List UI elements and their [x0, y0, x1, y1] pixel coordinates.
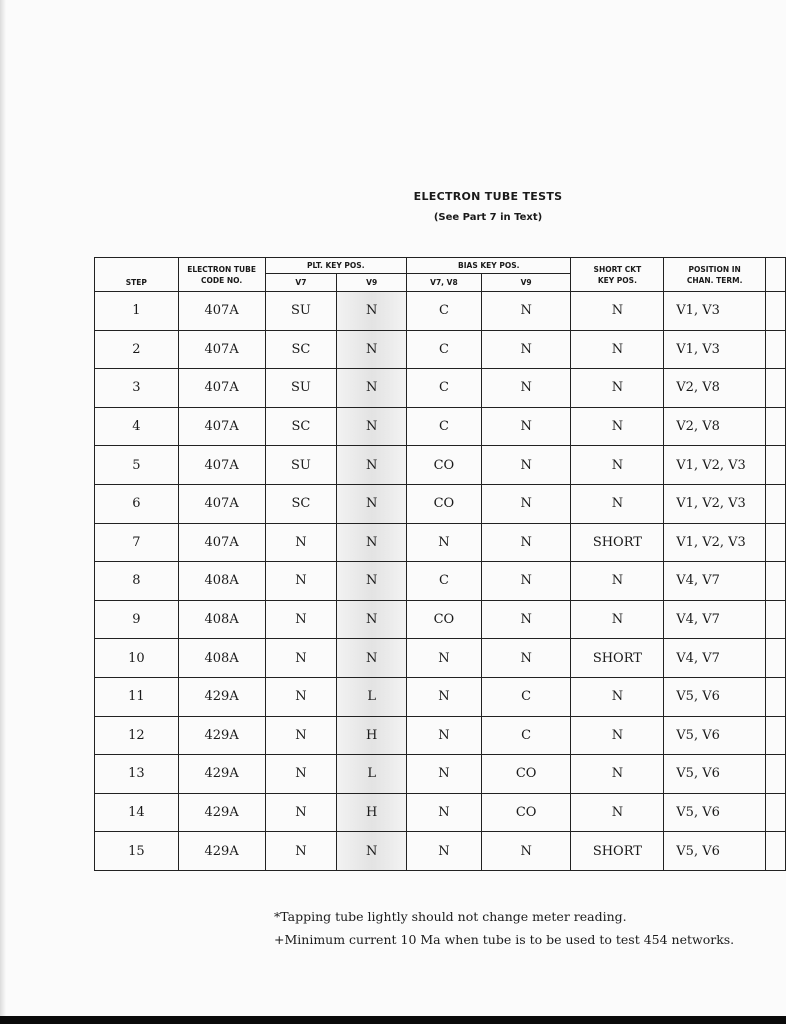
table-row: [95, 639, 786, 678]
cell-tube-code: 429A: [178, 716, 265, 755]
cell-cut: [766, 755, 786, 794]
cell-cut: [766, 677, 786, 716]
cell-bias-v7v8: CO: [407, 446, 482, 485]
cell-bias-v7v8: CO: [407, 484, 482, 523]
cell-short-ckt: N: [571, 330, 664, 369]
header-position: POSITION IN CHAN. TERM.: [664, 258, 766, 292]
tube-tests-table: [94, 257, 786, 871]
cell-plt-v7: N: [265, 755, 337, 794]
cell-bias-v9: N: [481, 330, 571, 369]
table-row: [95, 407, 786, 446]
cell-bias-v9: N: [481, 292, 571, 331]
cell-position: V5, V6: [664, 677, 766, 716]
cell-plt-v7: SC: [265, 407, 337, 446]
cell-bias-v9: N: [481, 639, 571, 678]
cell-tube-code: 407A: [178, 330, 265, 369]
page-edge-shadow: [0, 0, 6, 1024]
cell-plt-v7: N: [265, 523, 337, 562]
cell-step: 1: [95, 292, 179, 331]
cell-short-ckt: N: [571, 600, 664, 639]
cell-short-ckt: SHORT: [571, 639, 664, 678]
cell-cut: [766, 330, 786, 369]
table-row: [95, 523, 786, 562]
header-bias-v7v8: V7, V8: [407, 274, 482, 292]
cell-short-ckt: N: [571, 755, 664, 794]
cell-position: V5, V6: [664, 832, 766, 871]
cell-plt-v7: SU: [265, 292, 337, 331]
page-title: ELECTRON TUBE TESTS: [413, 190, 563, 203]
cell-step: 8: [95, 562, 179, 601]
cell-plt-v9: N: [337, 407, 407, 446]
cell-plt-v7: N: [265, 677, 337, 716]
cell-cut: [766, 292, 786, 331]
header-plt-key-pos: PLT. KEY POS.: [265, 258, 407, 274]
cell-bias-v7v8: C: [407, 369, 482, 408]
cell-bias-v9: N: [481, 446, 571, 485]
cell-bias-v9: CO: [481, 755, 571, 794]
cell-short-ckt: N: [571, 793, 664, 832]
cell-step: 2: [95, 330, 179, 369]
table-row: [95, 600, 786, 639]
cell-bias-v9: C: [481, 677, 571, 716]
cell-position: V4, V7: [664, 639, 766, 678]
header-tube-code: ELECTRON TUBE CODE NO.: [178, 258, 265, 292]
cell-plt-v7: SU: [265, 369, 337, 408]
table-row: [95, 716, 786, 755]
cell-plt-v9: N: [337, 562, 407, 601]
cell-short-ckt: SHORT: [571, 523, 664, 562]
page-subtitle: (See Part 7 in Text): [433, 212, 543, 223]
cell-step: 10: [95, 639, 179, 678]
cell-plt-v9: H: [337, 716, 407, 755]
cell-step: 5: [95, 446, 179, 485]
cell-bias-v9: N: [481, 832, 571, 871]
cell-plt-v7: SU: [265, 446, 337, 485]
cell-plt-v7: N: [265, 832, 337, 871]
cell-step: 6: [95, 484, 179, 523]
cell-short-ckt: N: [571, 369, 664, 408]
table-row: [95, 292, 786, 331]
cell-cut: [766, 407, 786, 446]
cell-plt-v9: L: [337, 677, 407, 716]
cell-short-ckt: N: [571, 484, 664, 523]
cell-cut: [766, 484, 786, 523]
cell-plt-v7: N: [265, 600, 337, 639]
cell-tube-code: 407A: [178, 369, 265, 408]
cell-plt-v9: N: [337, 446, 407, 485]
cell-plt-v7: SC: [265, 484, 337, 523]
cell-bias-v9: N: [481, 407, 571, 446]
cell-position: V2, V8: [664, 407, 766, 446]
header-bias-v9: V9: [481, 274, 571, 292]
cell-plt-v9: N: [337, 523, 407, 562]
cell-bias-v9: CO: [481, 793, 571, 832]
cell-tube-code: 408A: [178, 562, 265, 601]
cell-tube-code: 408A: [178, 600, 265, 639]
footnotes: [274, 905, 734, 951]
cell-plt-v9: N: [337, 639, 407, 678]
cell-plt-v9: N: [337, 292, 407, 331]
header-cut-column: [766, 258, 786, 292]
cell-step: 9: [95, 600, 179, 639]
cell-plt-v9: N: [337, 832, 407, 871]
cell-position: V1, V2, V3: [664, 523, 766, 562]
cell-bias-v7v8: N: [407, 832, 482, 871]
cell-bias-v7v8: N: [407, 677, 482, 716]
cell-tube-code: 429A: [178, 755, 265, 794]
table-row: [95, 562, 786, 601]
footnote-tapping: *Tapping tube lightly should not change meter reading.: [274, 909, 627, 924]
cell-position: V1, V2, V3: [664, 484, 766, 523]
cell-bias-v7v8: C: [407, 562, 482, 601]
cell-tube-code: 407A: [178, 484, 265, 523]
cell-plt-v9: L: [337, 755, 407, 794]
table-row: [95, 677, 786, 716]
cell-tube-code: 408A: [178, 639, 265, 678]
cell-cut: [766, 832, 786, 871]
cell-position: V1, V3: [664, 330, 766, 369]
cell-bias-v7v8: N: [407, 793, 482, 832]
cell-position: V5, V6: [664, 755, 766, 794]
table-row: [95, 369, 786, 408]
cell-plt-v7: N: [265, 793, 337, 832]
cell-position: V1, V2, V3: [664, 446, 766, 485]
cell-short-ckt: N: [571, 292, 664, 331]
cell-plt-v7: N: [265, 562, 337, 601]
cell-tube-code: 429A: [178, 793, 265, 832]
cell-bias-v7v8: N: [407, 639, 482, 678]
cell-step: 4: [95, 407, 179, 446]
table-row: [95, 330, 786, 369]
cell-step: 3: [95, 369, 179, 408]
cell-bias-v9: C: [481, 716, 571, 755]
cell-position: V5, V6: [664, 793, 766, 832]
cell-step: 11: [95, 677, 179, 716]
scan-bottom-edge: [0, 1016, 786, 1024]
header-plt-v7: V7: [265, 274, 337, 292]
table-row: [95, 484, 786, 523]
cell-bias-v9: N: [481, 484, 571, 523]
cell-tube-code: 407A: [178, 446, 265, 485]
cell-position: V2, V8: [664, 369, 766, 408]
cell-plt-v9: N: [337, 369, 407, 408]
cell-bias-v7v8: N: [407, 755, 482, 794]
cell-position: V1, V3: [664, 292, 766, 331]
cell-bias-v9: N: [481, 523, 571, 562]
cell-short-ckt: N: [571, 716, 664, 755]
title-block: [0, 190, 786, 223]
cell-plt-v9: N: [337, 600, 407, 639]
cell-position: V4, V7: [664, 600, 766, 639]
cell-plt-v9: N: [337, 484, 407, 523]
cell-short-ckt: SHORT: [571, 832, 664, 871]
cell-bias-v9: N: [481, 562, 571, 601]
cell-short-ckt: N: [571, 446, 664, 485]
cell-step: 13: [95, 755, 179, 794]
cell-short-ckt: N: [571, 562, 664, 601]
table-row: [95, 755, 786, 794]
table-row: [95, 832, 786, 871]
footnote-min-current: +Minimum current 10 Ma when tube is to be used to test 454 networks.: [274, 932, 735, 947]
cell-tube-code: 407A: [178, 292, 265, 331]
cell-tube-code: 407A: [178, 523, 265, 562]
cell-bias-v9: N: [481, 600, 571, 639]
cell-bias-v7v8: C: [407, 292, 482, 331]
header-step: STEP: [95, 258, 179, 292]
cell-bias-v7v8: C: [407, 330, 482, 369]
cell-bias-v7v8: CO: [407, 600, 482, 639]
cell-bias-v9: N: [481, 369, 571, 408]
cell-step: 15: [95, 832, 179, 871]
cell-step: 12: [95, 716, 179, 755]
cell-bias-v7v8: N: [407, 523, 482, 562]
cell-step: 7: [95, 523, 179, 562]
header-plt-v9: V9: [337, 274, 407, 292]
cell-step: 14: [95, 793, 179, 832]
cell-tube-code: 429A: [178, 832, 265, 871]
cell-cut: [766, 793, 786, 832]
cell-short-ckt: N: [571, 677, 664, 716]
cell-plt-v7: SC: [265, 330, 337, 369]
header-short-ckt: SHORT CKT KEY POS.: [571, 258, 664, 292]
cell-plt-v7: N: [265, 716, 337, 755]
cell-cut: [766, 523, 786, 562]
cell-plt-v9: N: [337, 330, 407, 369]
cell-bias-v7v8: C: [407, 407, 482, 446]
table-row: [95, 793, 786, 832]
cell-plt-v9: H: [337, 793, 407, 832]
cell-cut: [766, 369, 786, 408]
cell-tube-code: 407A: [178, 407, 265, 446]
table-row: [95, 446, 786, 485]
cell-plt-v7: N: [265, 639, 337, 678]
cell-short-ckt: N: [571, 407, 664, 446]
cell-tube-code: 429A: [178, 677, 265, 716]
cell-position: V4, V7: [664, 562, 766, 601]
cell-position: V5, V6: [664, 716, 766, 755]
cell-cut: [766, 600, 786, 639]
cell-cut: [766, 639, 786, 678]
cell-bias-v7v8: N: [407, 716, 482, 755]
cell-cut: [766, 562, 786, 601]
header-bias-key-pos: BIAS KEY POS.: [407, 258, 571, 274]
cell-cut: [766, 716, 786, 755]
cell-cut: [766, 446, 786, 485]
